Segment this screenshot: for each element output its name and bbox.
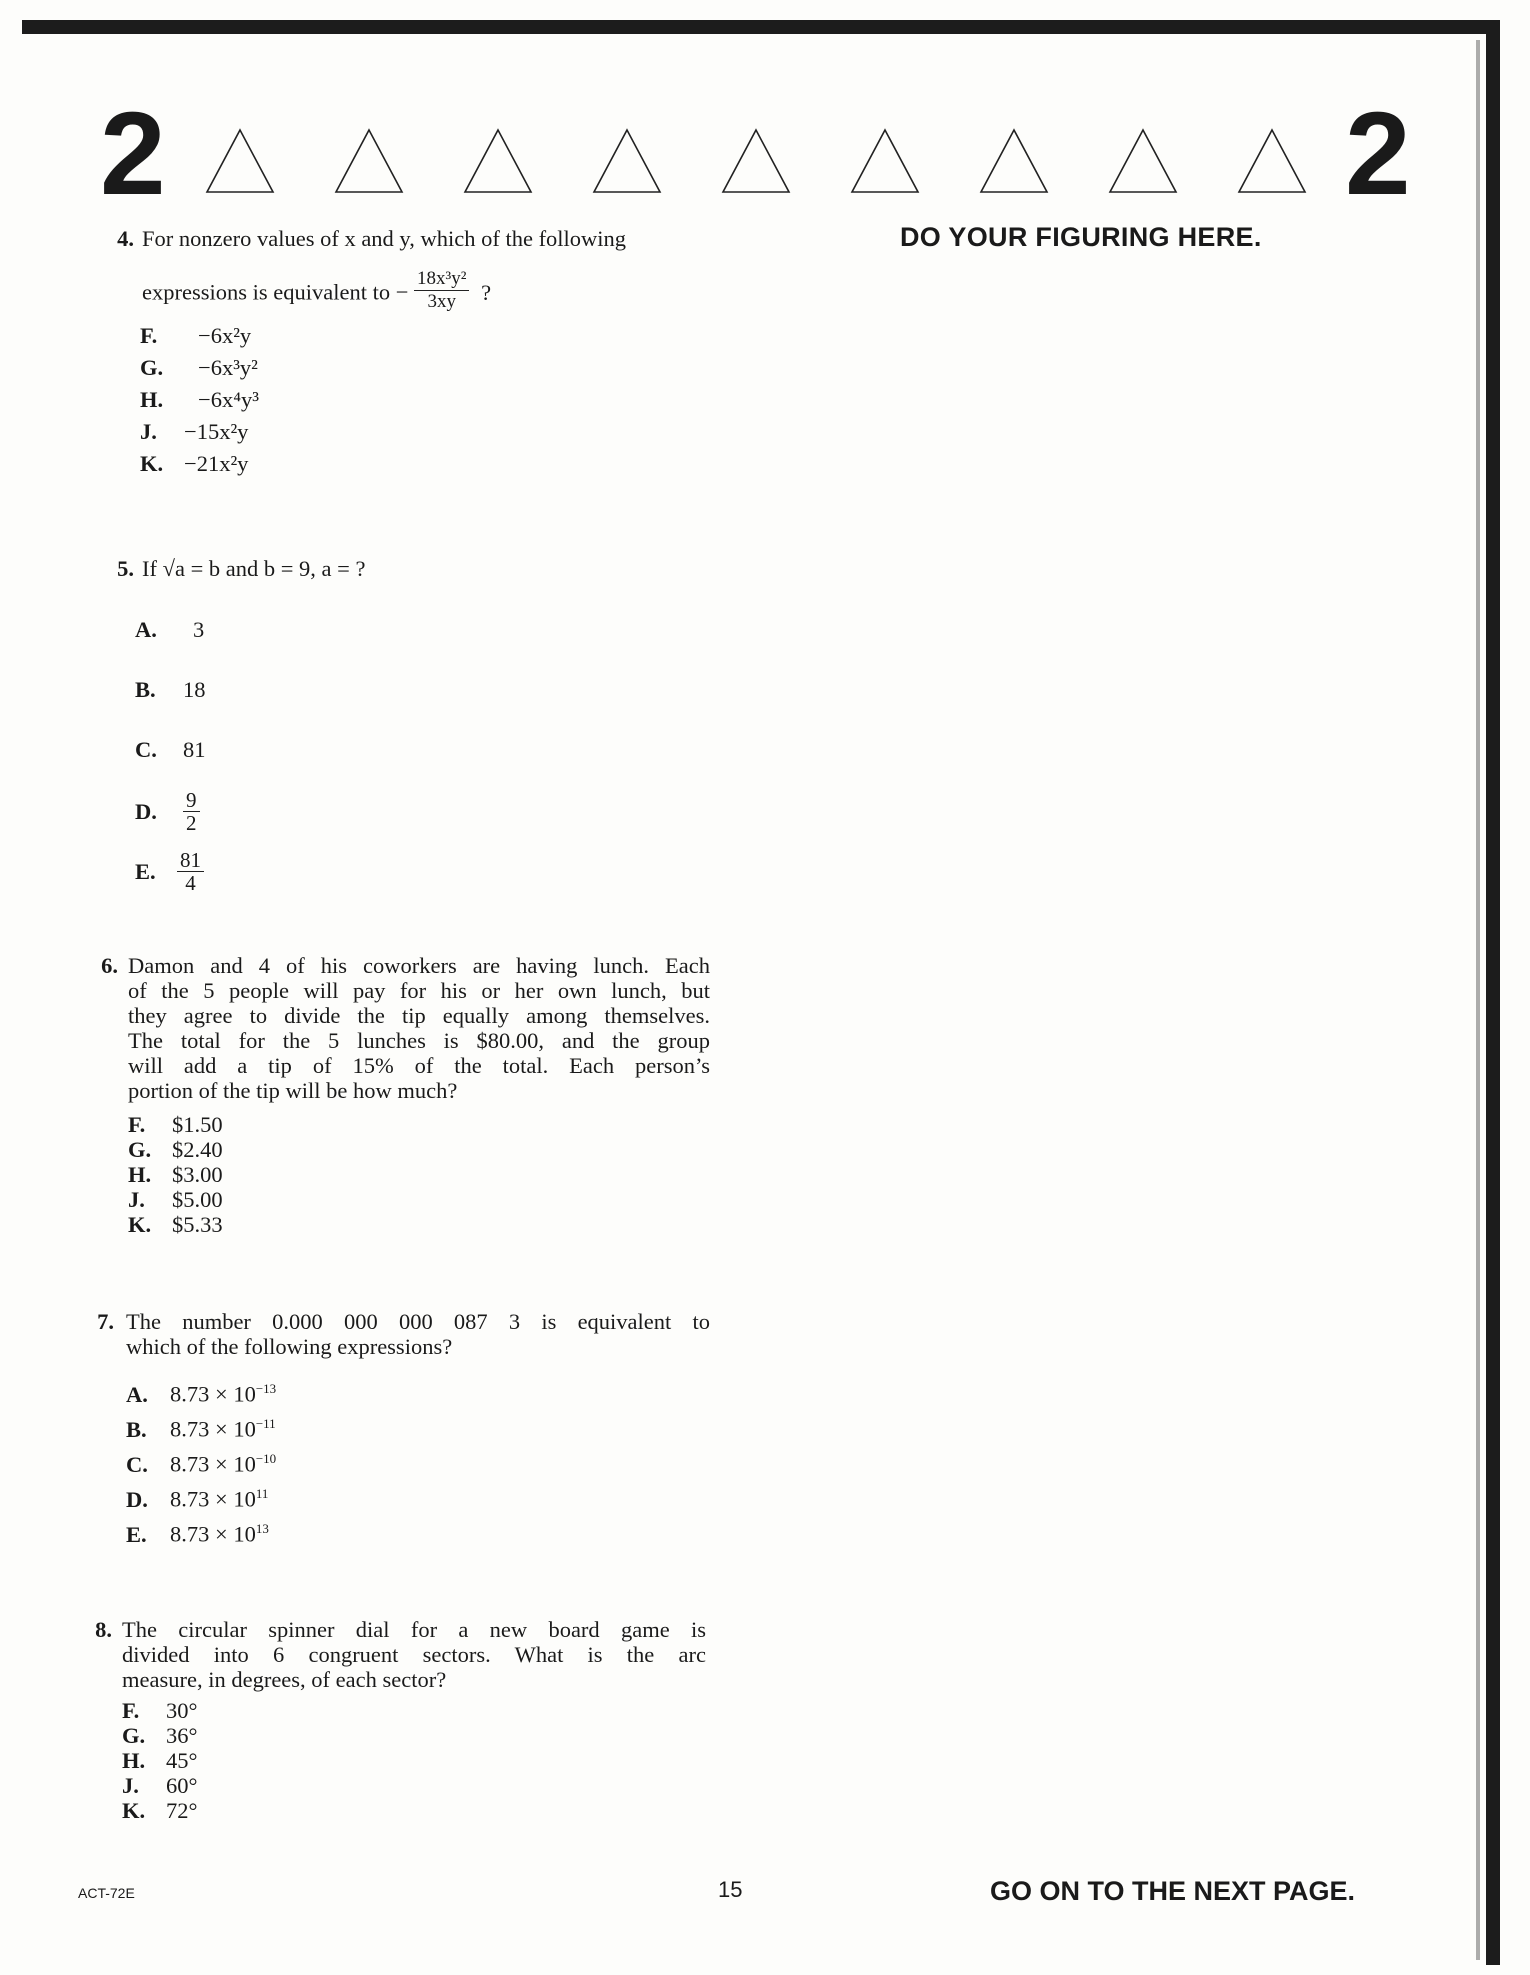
- answer-option[interactable]: [140, 355, 258, 381]
- section-number-right: 2: [1345, 88, 1411, 220]
- option-letter: B.: [135, 677, 156, 702]
- answer-option[interactable]: [126, 1521, 269, 1548]
- exponent: −11: [255, 1416, 276, 1431]
- option-text: −21x²y: [184, 451, 249, 476]
- fraction-denominator: 4: [185, 871, 196, 895]
- triangle-icon: [205, 128, 275, 194]
- answer-option[interactable]: [126, 1381, 276, 1408]
- option-letter: D.: [135, 798, 157, 824]
- option-text: 60°: [166, 1773, 198, 1798]
- answer-option[interactable]: [122, 1698, 198, 1724]
- option-letter: K.: [140, 451, 164, 476]
- option-letter: A.: [126, 1381, 148, 1407]
- question-number: 8.: [95, 1617, 112, 1642]
- fraction-numerator: 9: [183, 789, 200, 812]
- option-text: 36°: [166, 1723, 198, 1748]
- triangle-icon: [1237, 128, 1307, 194]
- question-number: 7.: [97, 1309, 114, 1334]
- option-text: $1.50: [172, 1112, 223, 1137]
- option-letter: J.: [140, 419, 157, 444]
- right-border: [1486, 20, 1500, 1965]
- question-line: of the 5 people will pay for his or her own lunch, but: [128, 978, 710, 1003]
- exponent: −10: [255, 1451, 277, 1466]
- question-text: If √a = b and b = 9, a = ?: [142, 556, 366, 581]
- option-letter: K.: [122, 1798, 146, 1823]
- answer-option[interactable]: [135, 677, 206, 703]
- triangle-icon: [721, 128, 791, 194]
- question-line: which of the following expressions?: [126, 1334, 453, 1359]
- question-text: [126, 1309, 710, 1359]
- fraction: [183, 789, 200, 834]
- option-letter: E.: [126, 1521, 147, 1547]
- question-line: Damon and 4 of his coworkers are having lunch. Each: [128, 953, 710, 978]
- triangle-icon: [592, 128, 662, 194]
- question-text: [128, 953, 710, 1103]
- question-number: 5.: [117, 556, 134, 581]
- fraction: [177, 849, 204, 894]
- question-line: will add a tip of 15% of the total. Each person’s: [128, 1053, 710, 1078]
- question-line: measure, in degrees, of each sector?: [122, 1667, 447, 1692]
- answer-option[interactable]: [135, 789, 200, 834]
- option-text: −15x²y: [184, 419, 249, 444]
- triangle-icon: [463, 128, 533, 194]
- option-letter: B.: [126, 1416, 147, 1442]
- option-text: 30°: [166, 1698, 198, 1723]
- answer-option[interactable]: [140, 451, 248, 477]
- option-text: $3.00: [172, 1162, 223, 1187]
- answer-option[interactable]: [135, 737, 206, 763]
- answer-option[interactable]: [126, 1451, 276, 1478]
- option-letter: A.: [135, 617, 157, 642]
- question-text: [142, 268, 492, 317]
- question-line: divided into 6 congruent sectors. What is the arc: [122, 1642, 706, 1667]
- answer-option[interactable]: [140, 323, 251, 349]
- option-text: $5.33: [172, 1212, 223, 1237]
- answer-option[interactable]: [126, 1486, 268, 1513]
- answer-option[interactable]: [140, 387, 259, 413]
- option-text: 81: [183, 737, 206, 762]
- option-text: 8.73 × 10: [170, 1416, 256, 1442]
- option-letter: F.: [128, 1112, 146, 1137]
- question-text-part: ?: [481, 279, 492, 305]
- fraction-numerator: 81: [177, 849, 204, 872]
- answer-option[interactable]: [128, 1212, 223, 1238]
- answer-option[interactable]: [128, 1112, 223, 1138]
- triangle-icon: [979, 128, 1049, 194]
- answer-option[interactable]: [135, 617, 204, 643]
- triangle-icon: [1108, 128, 1178, 194]
- figuring-heading: DO YOUR FIGURING HERE.: [900, 222, 1262, 252]
- option-letter: F.: [122, 1698, 140, 1723]
- question-text-part: expressions is equivalent to −: [142, 279, 409, 305]
- question-text: [122, 1617, 706, 1692]
- exponent: −13: [255, 1381, 277, 1396]
- question-line: The number 0.000 000 000 087 3 is equivalent to: [126, 1309, 710, 1334]
- option-letter: C.: [126, 1451, 148, 1477]
- option-text: −6x⁴y³: [198, 387, 260, 412]
- exponent: 11: [255, 1486, 269, 1501]
- next-page-instruction: GO ON TO THE NEXT PAGE.: [990, 1876, 1356, 1906]
- option-text: 8.73 × 10: [170, 1381, 256, 1407]
- right-border-shadow: [1476, 40, 1480, 1960]
- section-number-left: 2: [100, 88, 166, 220]
- page-number: 15: [718, 1877, 743, 1902]
- fraction-denominator: 2: [186, 811, 197, 835]
- top-border: [22, 20, 1500, 34]
- option-text: −6x²y: [198, 323, 252, 348]
- answer-option[interactable]: [128, 1162, 223, 1188]
- triangle-row: [205, 128, 1325, 198]
- question-number: 4.: [117, 226, 134, 251]
- option-text: 3: [193, 617, 205, 642]
- triangle-icon: [334, 128, 404, 194]
- answer-option[interactable]: [126, 1416, 276, 1443]
- option-text: 8.73 × 10: [170, 1521, 256, 1547]
- question-line: they agree to divide the tip equally among themselves.: [128, 1003, 710, 1028]
- answer-option[interactable]: [140, 419, 248, 445]
- question-line: The total for the 5 lunches is $80.00, and the group: [128, 1028, 710, 1053]
- option-text: 8.73 × 10: [170, 1451, 256, 1477]
- option-letter: G.: [128, 1137, 152, 1162]
- option-letter: H.: [140, 387, 164, 412]
- question-number: 6.: [101, 953, 118, 978]
- option-text: 72°: [166, 1798, 198, 1823]
- option-letter: D.: [126, 1486, 148, 1512]
- answer-option[interactable]: [128, 1187, 223, 1213]
- answer-option[interactable]: [122, 1723, 198, 1749]
- answer-option[interactable]: [128, 1137, 223, 1163]
- fraction-numerator: 18x³y²: [414, 268, 469, 291]
- option-letter: E.: [135, 858, 156, 884]
- fraction: [414, 268, 469, 313]
- option-text: 18: [183, 677, 206, 702]
- option-text: 8.73 × 10: [170, 1486, 256, 1512]
- option-text: $5.00: [172, 1187, 223, 1212]
- answer-option[interactable]: [135, 849, 204, 894]
- answer-option[interactable]: [122, 1748, 198, 1774]
- option-letter: H.: [122, 1748, 146, 1773]
- option-letter: C.: [135, 737, 157, 762]
- answer-option[interactable]: [122, 1773, 198, 1799]
- form-code: ACT-72E: [78, 1885, 135, 1901]
- question-text: For nonzero values of x and y, which of the following: [142, 226, 627, 251]
- answer-option[interactable]: [122, 1798, 198, 1824]
- option-letter: K.: [128, 1212, 152, 1237]
- question-line: portion of the tip will be how much?: [128, 1078, 458, 1103]
- option-letter: H.: [128, 1162, 152, 1187]
- option-letter: G.: [140, 355, 164, 380]
- question-line: The circular spinner dial for a new board game is: [122, 1617, 706, 1642]
- triangle-icon: [850, 128, 920, 194]
- option-text: $2.40: [172, 1137, 223, 1162]
- option-letter: G.: [122, 1723, 146, 1748]
- option-letter: F.: [140, 323, 158, 348]
- option-letter: J.: [128, 1187, 145, 1212]
- option-text: 45°: [166, 1748, 198, 1773]
- option-letter: J.: [122, 1773, 139, 1798]
- option-text: −6x³y²: [198, 355, 258, 380]
- fraction-denominator: 3xy: [427, 291, 456, 312]
- exponent: 13: [255, 1521, 269, 1536]
